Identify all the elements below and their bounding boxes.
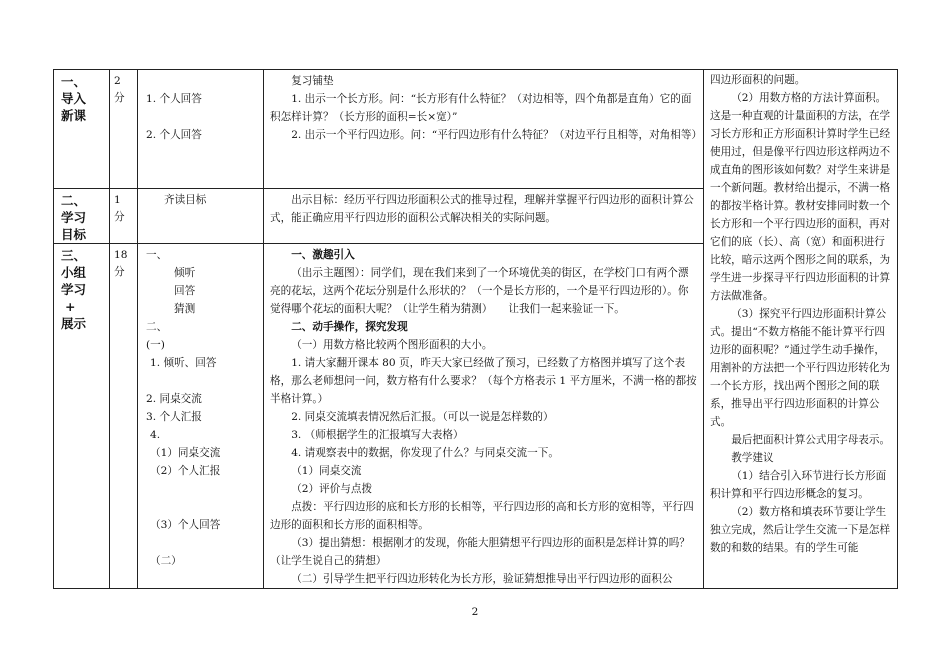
student-activity: 2. 个人回答 bbox=[146, 129, 202, 141]
student-activity: 4. bbox=[150, 429, 161, 441]
stage-line: 新课 bbox=[61, 108, 87, 123]
student-activity: 倾听 bbox=[174, 267, 196, 279]
teacher-text: 1. 出示一个长方形。问：“长方形有什么特征？（对边相等，四个角都是直角）它的面积怎样计算？（长方形的面积=长×宽）” bbox=[270, 93, 692, 123]
student-activity: （1）同桌交流 bbox=[150, 447, 221, 459]
student-activity: 1. 个人回答 bbox=[146, 93, 202, 105]
stage-cell-goals bbox=[54, 189, 110, 244]
design-text: （1）结合引入环节进行长方形面积计算和平行四边形概念的复习。 bbox=[710, 470, 887, 500]
stage-line: 学习 bbox=[61, 282, 87, 297]
time-line: 分 bbox=[114, 211, 125, 223]
student-activity: （2）个人汇报 bbox=[150, 465, 221, 477]
teacher-text: （一）用数方格比较两个图形面积的大小。 bbox=[291, 339, 493, 351]
stage-line: 目标 bbox=[61, 227, 87, 242]
teacher-text: 2. 出示一个平行四边形。问：“平行四边形有什么特征？（对边平行且相等，对角相等） bbox=[291, 129, 703, 141]
teacher-text: （2）评价与点拨 bbox=[291, 483, 373, 495]
section-heading: 一、激趣引入 bbox=[291, 249, 355, 261]
student-cell-group-study bbox=[138, 244, 264, 589]
stage-line: 二、 bbox=[61, 193, 87, 208]
teacher-cell-goals bbox=[264, 189, 704, 244]
student-activity: 二、 bbox=[146, 321, 168, 333]
stage-line: 三、 bbox=[61, 248, 87, 263]
time-line: 18 bbox=[114, 249, 128, 261]
design-text: （2）数方格和填表环节要让学生独立完成，然后让学生交流一下是怎样数的和数的结果。有的学生可能 bbox=[710, 506, 891, 554]
student-activity: 2. 同桌交流 bbox=[146, 393, 202, 405]
stage-line: 小组 bbox=[61, 265, 87, 280]
stage-cell-group-study bbox=[54, 244, 110, 589]
design-intent-cell bbox=[704, 70, 898, 589]
section-heading: 二、动手操作，探究发现 bbox=[291, 321, 408, 333]
student-activity: 齐读目标 bbox=[164, 194, 207, 206]
student-activity: （二） bbox=[150, 555, 182, 567]
stage-line: + bbox=[65, 299, 76, 314]
teacher-text: 4. 请观察表中的数据，你发现了什么？与同桌交流一下。 bbox=[291, 447, 559, 459]
time-line: 分 bbox=[114, 266, 125, 278]
teacher-text: 复习铺垫 bbox=[291, 75, 334, 87]
student-activity: 3. 个人汇报 bbox=[146, 411, 202, 423]
time-cell-intro bbox=[110, 70, 138, 189]
stage-line: 导入 bbox=[61, 91, 87, 106]
design-text: （3）探究平行四边形面积计算公式。提出“不数方格能不能计算平行四边形的面积呢？”通过学生动手操作，用割补的方法把一个平行四边形转化为一个长方形，找出两个图形之间的联系，推导出平行四边形面积的计算公式。 bbox=[710, 308, 891, 428]
student-activity: 回答 bbox=[174, 285, 196, 297]
time-cell-goals bbox=[110, 189, 138, 244]
lesson-plan-table bbox=[53, 69, 898, 589]
stage-line: 一、 bbox=[61, 74, 87, 89]
student-activity: 1. 倾听、回答 bbox=[150, 357, 217, 369]
teacher-text: 点拨：平行四边形的底和长方形的长相等，平行四边形的高和长方形的宽相等，平行四边形的面积和长方形的面积相等。 bbox=[270, 501, 694, 531]
student-activity: （3）个人回答 bbox=[150, 519, 221, 531]
student-activity: 猜测 bbox=[174, 303, 196, 315]
student-cell-goals bbox=[138, 189, 264, 244]
student-cell-intro bbox=[138, 70, 264, 189]
student-activity: (一) bbox=[146, 339, 165, 351]
page-number: 2 bbox=[471, 606, 479, 618]
design-text: （2）用数方格的方法计算面积。这是一种直观的计量面积的方法，在学习长方形和正方形面积计算时学生已经使用过，但是像平行四边形这样两边不成直角的图形该如何数？对学生来讲是一个新问题。教材给出提示，不满一格的都按半格计算。教材安排同时数一个长方形和一个平行四边形的面积，再对它们的底（长）、高（宽）和面积进行比较，暗示这两个图形之间的联系，为学生进一步探寻平行四边形面积的计算方法做准备。 bbox=[710, 92, 891, 302]
time-line: 2 bbox=[114, 75, 121, 87]
stage-line: 展示 bbox=[61, 316, 87, 331]
design-text: 四边形面积的问题。 bbox=[710, 74, 806, 86]
teacher-text: 2. 同桌交流填表情况然后汇报。（可以一说是怎样数的） bbox=[291, 411, 554, 423]
teacher-cell-group-study bbox=[264, 244, 704, 589]
teacher-text: （二）引导学生把平行四边形转化为长方形，验证猜想推导出平行四边形的面积公 bbox=[291, 573, 673, 585]
time-line: 分 bbox=[114, 92, 125, 104]
teacher-text: 3. （师根据学生的汇报填写大表格） bbox=[291, 429, 464, 441]
time-line: 1 bbox=[114, 194, 121, 206]
student-activity: 一、 bbox=[146, 249, 168, 261]
teacher-text: （1）同桌交流 bbox=[291, 465, 362, 477]
teacher-text: 1. 请大家翻开课本 80 页，昨天大家已经做了预习，已经数了方格图并填写了这个表格，那么老师想问一问，数方格有什么要求？（每个方格表示 1 平方厘米，不满一格的都按半格计算。） bbox=[270, 357, 697, 405]
time-cell-group-study bbox=[110, 244, 138, 589]
teacher-text: （出示主题图）：同学们，现在我们来到了一个环境优美的街区，在学校门口有两个漂亮的花坛，这两个花坛分别是什么形状的？（一个是长方形的，一个是平行四边形的）。你觉得哪个花坛的面积大呢？（让学生稍为猜测） 让我们一起来验证一下。 bbox=[270, 267, 689, 315]
teacher-text: （3）提出猜想：根据刚才的发现，你能大胆猜想平行四边形的面积是怎样计算的吗？（让学生说自己的猜想） bbox=[270, 537, 690, 567]
stage-cell-intro bbox=[54, 70, 110, 189]
teacher-text: 出示目标：经历平行四边形面积公式的推导过程，理解并掌握平行四边形的面积计算公式，能正确应用平行四边形的面积公式解决相关的实际问题。 bbox=[270, 194, 694, 224]
teacher-cell-intro bbox=[264, 70, 704, 189]
design-text: 最后把面积计算公式用字母表示。 bbox=[731, 434, 891, 446]
design-text: 教学建议 bbox=[731, 452, 774, 464]
stage-line: 学习 bbox=[61, 210, 87, 225]
